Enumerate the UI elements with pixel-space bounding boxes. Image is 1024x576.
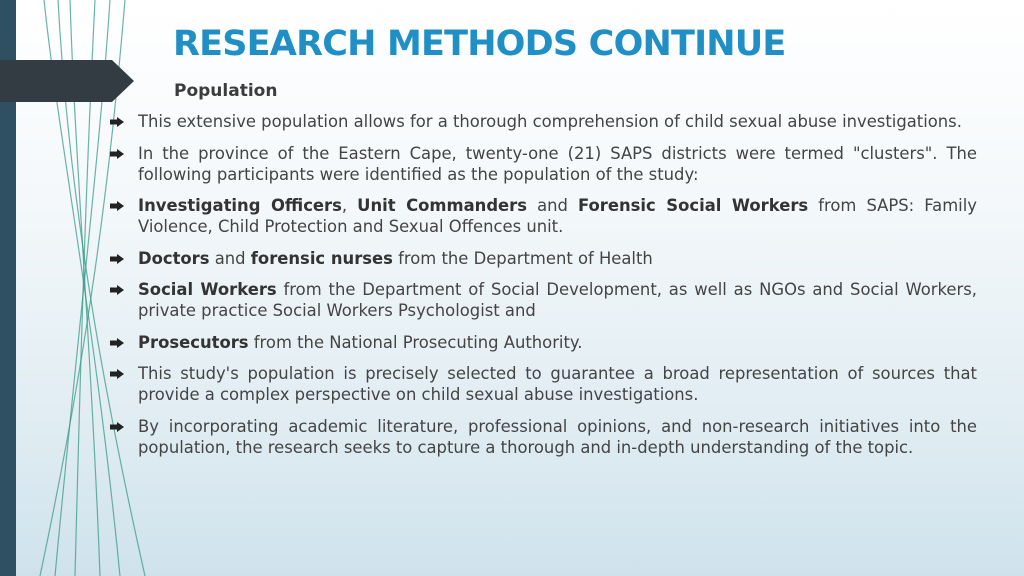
bullet-text: from the Department of Social Development, as well as NGOs and Social Workers, private practice Social Workers Psychologist and — [138, 280, 977, 320]
bullet-item — [110, 279, 977, 321]
bullet-text: and — [209, 248, 251, 268]
pointing-arrow-icon — [110, 369, 124, 379]
bullet-text: This study's population is precisely selected to guarantee a broad representation of sources that provide a complex perspective on child sexual abuse investigations. — [138, 364, 977, 404]
bullet-item — [110, 248, 977, 269]
bullet-bold-text: Investigating Officers — [138, 196, 342, 215]
bullet-item — [110, 111, 977, 132]
bullet-bold-text: Doctors — [138, 248, 210, 268]
bullet-text: , — [341, 196, 358, 215]
bullet-text: from the Department of Health — [392, 248, 653, 268]
title-tab-marker — [0, 60, 134, 102]
pointing-arrow-icon — [110, 201, 124, 211]
slide-subtitle: Population — [174, 81, 278, 101]
bullet-bold-text: Unit Commanders — [357, 196, 528, 215]
bullet-list — [110, 111, 977, 468]
bullet-bold-text: Social Workers — [138, 280, 277, 299]
bullet-bold-text: Forensic Social Workers — [577, 196, 809, 215]
bullet-bold-text: forensic nurses — [250, 248, 393, 268]
bullet-text: and — [527, 196, 578, 215]
bullet-text: from SAPS: Family Violence, Child Protection and Sexual Offences unit. — [138, 196, 977, 236]
pointing-arrow-icon — [110, 254, 124, 264]
pointing-arrow-icon — [110, 422, 124, 432]
bullet-item — [110, 416, 977, 458]
bullet-item — [110, 195, 977, 237]
pointing-arrow-icon — [110, 149, 124, 159]
pointing-arrow-icon — [110, 117, 124, 127]
bullet-item — [110, 363, 977, 405]
bullet-text: from the National Prosecuting Authority. — [248, 332, 583, 352]
bullet-text: By incorporating academic literature, professional opinions, and non-research initiatives into the population, the research seeks to capture a thorough and in-depth understanding of the topic. — [138, 416, 977, 457]
bullet-item — [110, 332, 977, 353]
bullet-bold-text: Prosecutors — [138, 332, 249, 352]
pointing-arrow-icon — [110, 338, 124, 348]
bullet-text: This extensive population allows for a thorough comprehension of child sexual abuse investigations. — [138, 112, 962, 131]
bullet-text: In the province of the Eastern Cape, twenty-one (21) SAPS districts were termed "clusters". The following participants were identified as the population of the study: — [138, 143, 977, 184]
pointing-arrow-icon — [110, 285, 124, 295]
slide-title: RESEARCH METHODS CONTINUE — [173, 24, 786, 64]
bullet-item — [110, 143, 977, 185]
